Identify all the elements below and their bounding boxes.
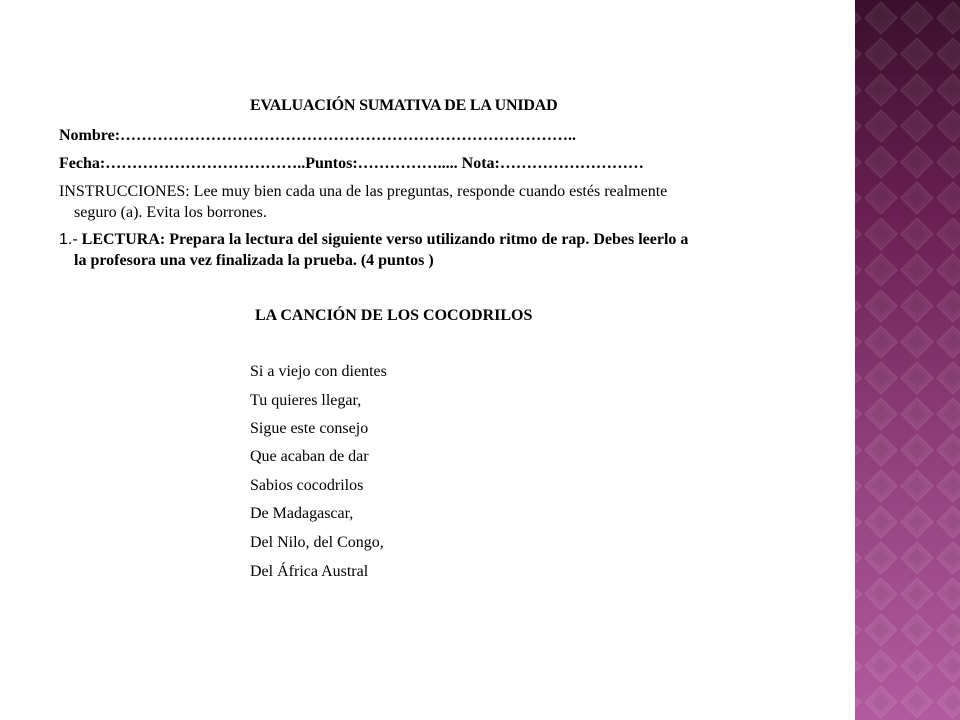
diamond-pattern xyxy=(855,0,960,720)
document-title: EVALUACIÓN SUMATIVA DE LA UNIDAD xyxy=(250,97,558,114)
poem-line: Del Nilo, del Congo, xyxy=(250,534,384,551)
decorative-sidebar xyxy=(855,0,960,720)
poem-line: Si a viejo con dientes xyxy=(250,363,387,380)
instructions-line-1: INSTRUCCIONES: Lee muy bien cada una de las preguntas, responde cuando estés realmente xyxy=(59,183,668,200)
poem-line: Tu quieres llegar, xyxy=(250,392,362,409)
poem-line: Del África Austral xyxy=(250,563,369,580)
name-field-line: Nombre:………………………………………………………………………….. xyxy=(59,127,577,144)
instructions-line-2: seguro (a). Evita los borrones. xyxy=(74,204,267,221)
poem-line: Que acaban de dar xyxy=(250,448,369,465)
poem-title: LA CANCIÓN DE LOS COCODRILOS xyxy=(255,307,533,324)
question-1 xyxy=(59,229,819,271)
date-points-grade-line: Fecha:………………………………..Puntos:……………..... Nota:……………………… xyxy=(59,155,644,172)
question-1-line-1: LECTURA: Prepara la lectura del siguiente verso utilizando ritmo de rap. Debes leerlo a xyxy=(77,231,689,248)
poem-line: Sabios cocodrilos xyxy=(250,477,364,494)
poem-line: De Madagascar, xyxy=(250,505,354,522)
question-1-line-2: la profesora una vez finalizada la prueba. (4 puntos ) xyxy=(74,252,434,269)
poem-line: Sigue este consejo xyxy=(250,420,369,437)
instructions xyxy=(59,181,799,223)
question-number: 1.- xyxy=(59,231,78,248)
